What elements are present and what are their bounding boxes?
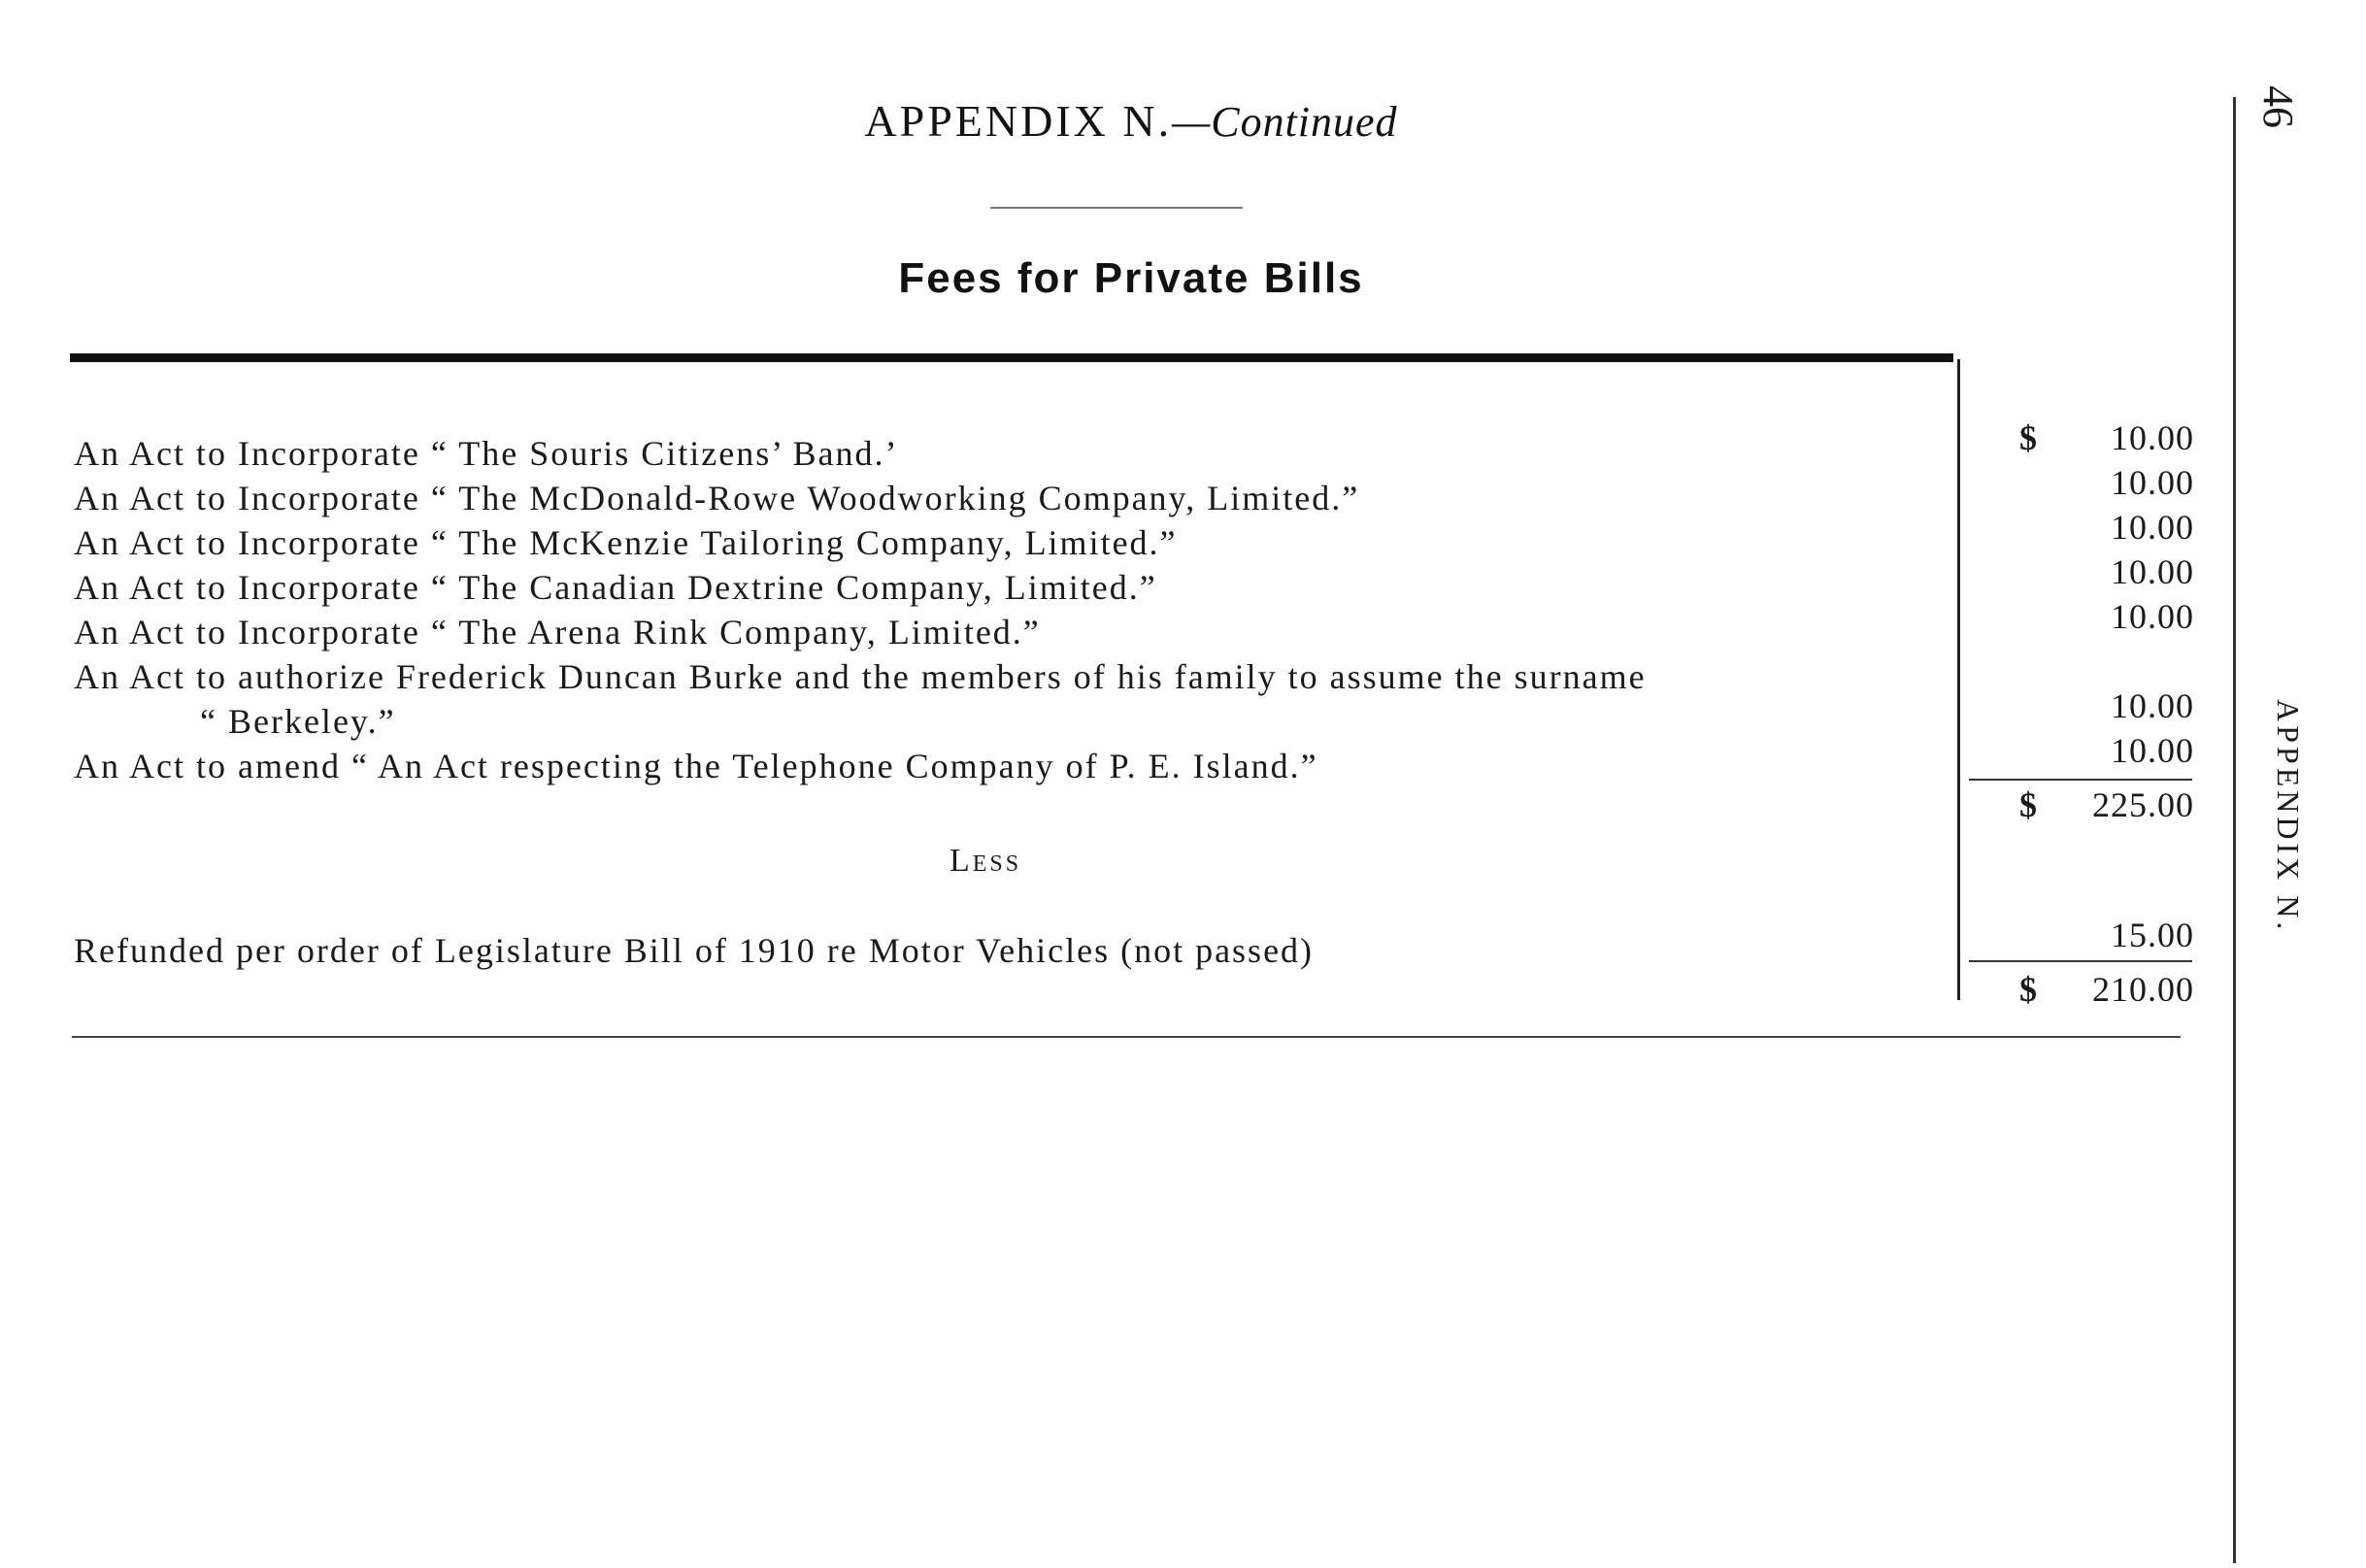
bill-item-text-continuation: “ Berkeley.” xyxy=(200,702,396,741)
bill-item-amount xyxy=(1981,417,2194,458)
less-label: Less xyxy=(949,843,1022,879)
dollar-sign: $ xyxy=(2019,970,2038,1009)
bill-item-text: An Act to Incorporate “ The McKenzie Tailoring Company, Limited.” xyxy=(74,523,1178,562)
bill-item-text: An Act to amend “ An Act respecting the Telephone Company of P. E. Island.” xyxy=(74,747,1318,785)
dollar-sign: $ xyxy=(2019,418,2038,457)
amount-value: 225.00 xyxy=(2092,785,2194,824)
continued-label: —Continued xyxy=(1172,98,1398,146)
total-amount xyxy=(1981,969,2194,1010)
bill-item-amount xyxy=(1981,596,2194,637)
amount-value: 10.00 xyxy=(2111,508,2194,547)
section-title: Fees for Private Bills xyxy=(898,254,1364,302)
bill-item-text: An Act to Incorporate “ The McDonald-Rowe Woodworking Company, Limited.” xyxy=(74,479,1360,517)
subtotal-amount xyxy=(1981,784,2194,825)
bill-item-text: An Act to Incorporate “ The Souris Citizens’ Band.’ xyxy=(74,434,899,473)
page-number: 46 xyxy=(2254,85,2302,128)
amount-value: 10.00 xyxy=(2111,686,2194,725)
amount-value: 10.00 xyxy=(2111,597,2194,636)
bill-item-text: An Act to Incorporate “ The Canadian Dextrine Company, Limited.” xyxy=(74,568,1157,607)
refund-amount xyxy=(1981,915,2194,955)
dollar-sign: $ xyxy=(2019,785,2038,824)
amount-value: 10.00 xyxy=(2111,731,2194,770)
bill-item-amount xyxy=(1981,462,2194,503)
refund-text: Refunded per order of Legislature Bill of 1910 re Motor Vehicles (not passed) xyxy=(74,931,1315,970)
margin-rule xyxy=(2233,97,2236,1563)
table-bottom-rule xyxy=(72,1036,2181,1038)
appendix-title: APPENDIX N. xyxy=(864,96,1173,146)
bill-item-amount xyxy=(1981,730,2194,771)
bill-item-text: An Act to authorize Frederick Duncan Burke and the members of his family to assume the surname xyxy=(74,657,1647,696)
bill-item-text: An Act to Incorporate “ The Arena Rink Company, Limited.” xyxy=(74,613,1041,651)
amount-value: 15.00 xyxy=(2111,916,2194,954)
amount-value: 210.00 xyxy=(2092,970,2194,1009)
amount-value: 10.00 xyxy=(2111,552,2194,591)
amount-value: 10.00 xyxy=(2111,418,2194,457)
amount-column-divider xyxy=(1957,359,1960,1000)
header-divider xyxy=(990,207,1243,209)
bill-item-amount xyxy=(1981,507,2194,548)
bill-item-amount xyxy=(1981,685,2194,726)
page-header xyxy=(0,95,2262,147)
total-rule xyxy=(1969,960,2192,962)
bill-item-amount xyxy=(1981,551,2194,592)
table-top-rule xyxy=(70,353,1953,362)
subtotal-rule xyxy=(1969,779,2192,781)
side-running-title: APPENDIX N. xyxy=(2271,699,2306,934)
amount-value: 10.00 xyxy=(2111,463,2194,502)
